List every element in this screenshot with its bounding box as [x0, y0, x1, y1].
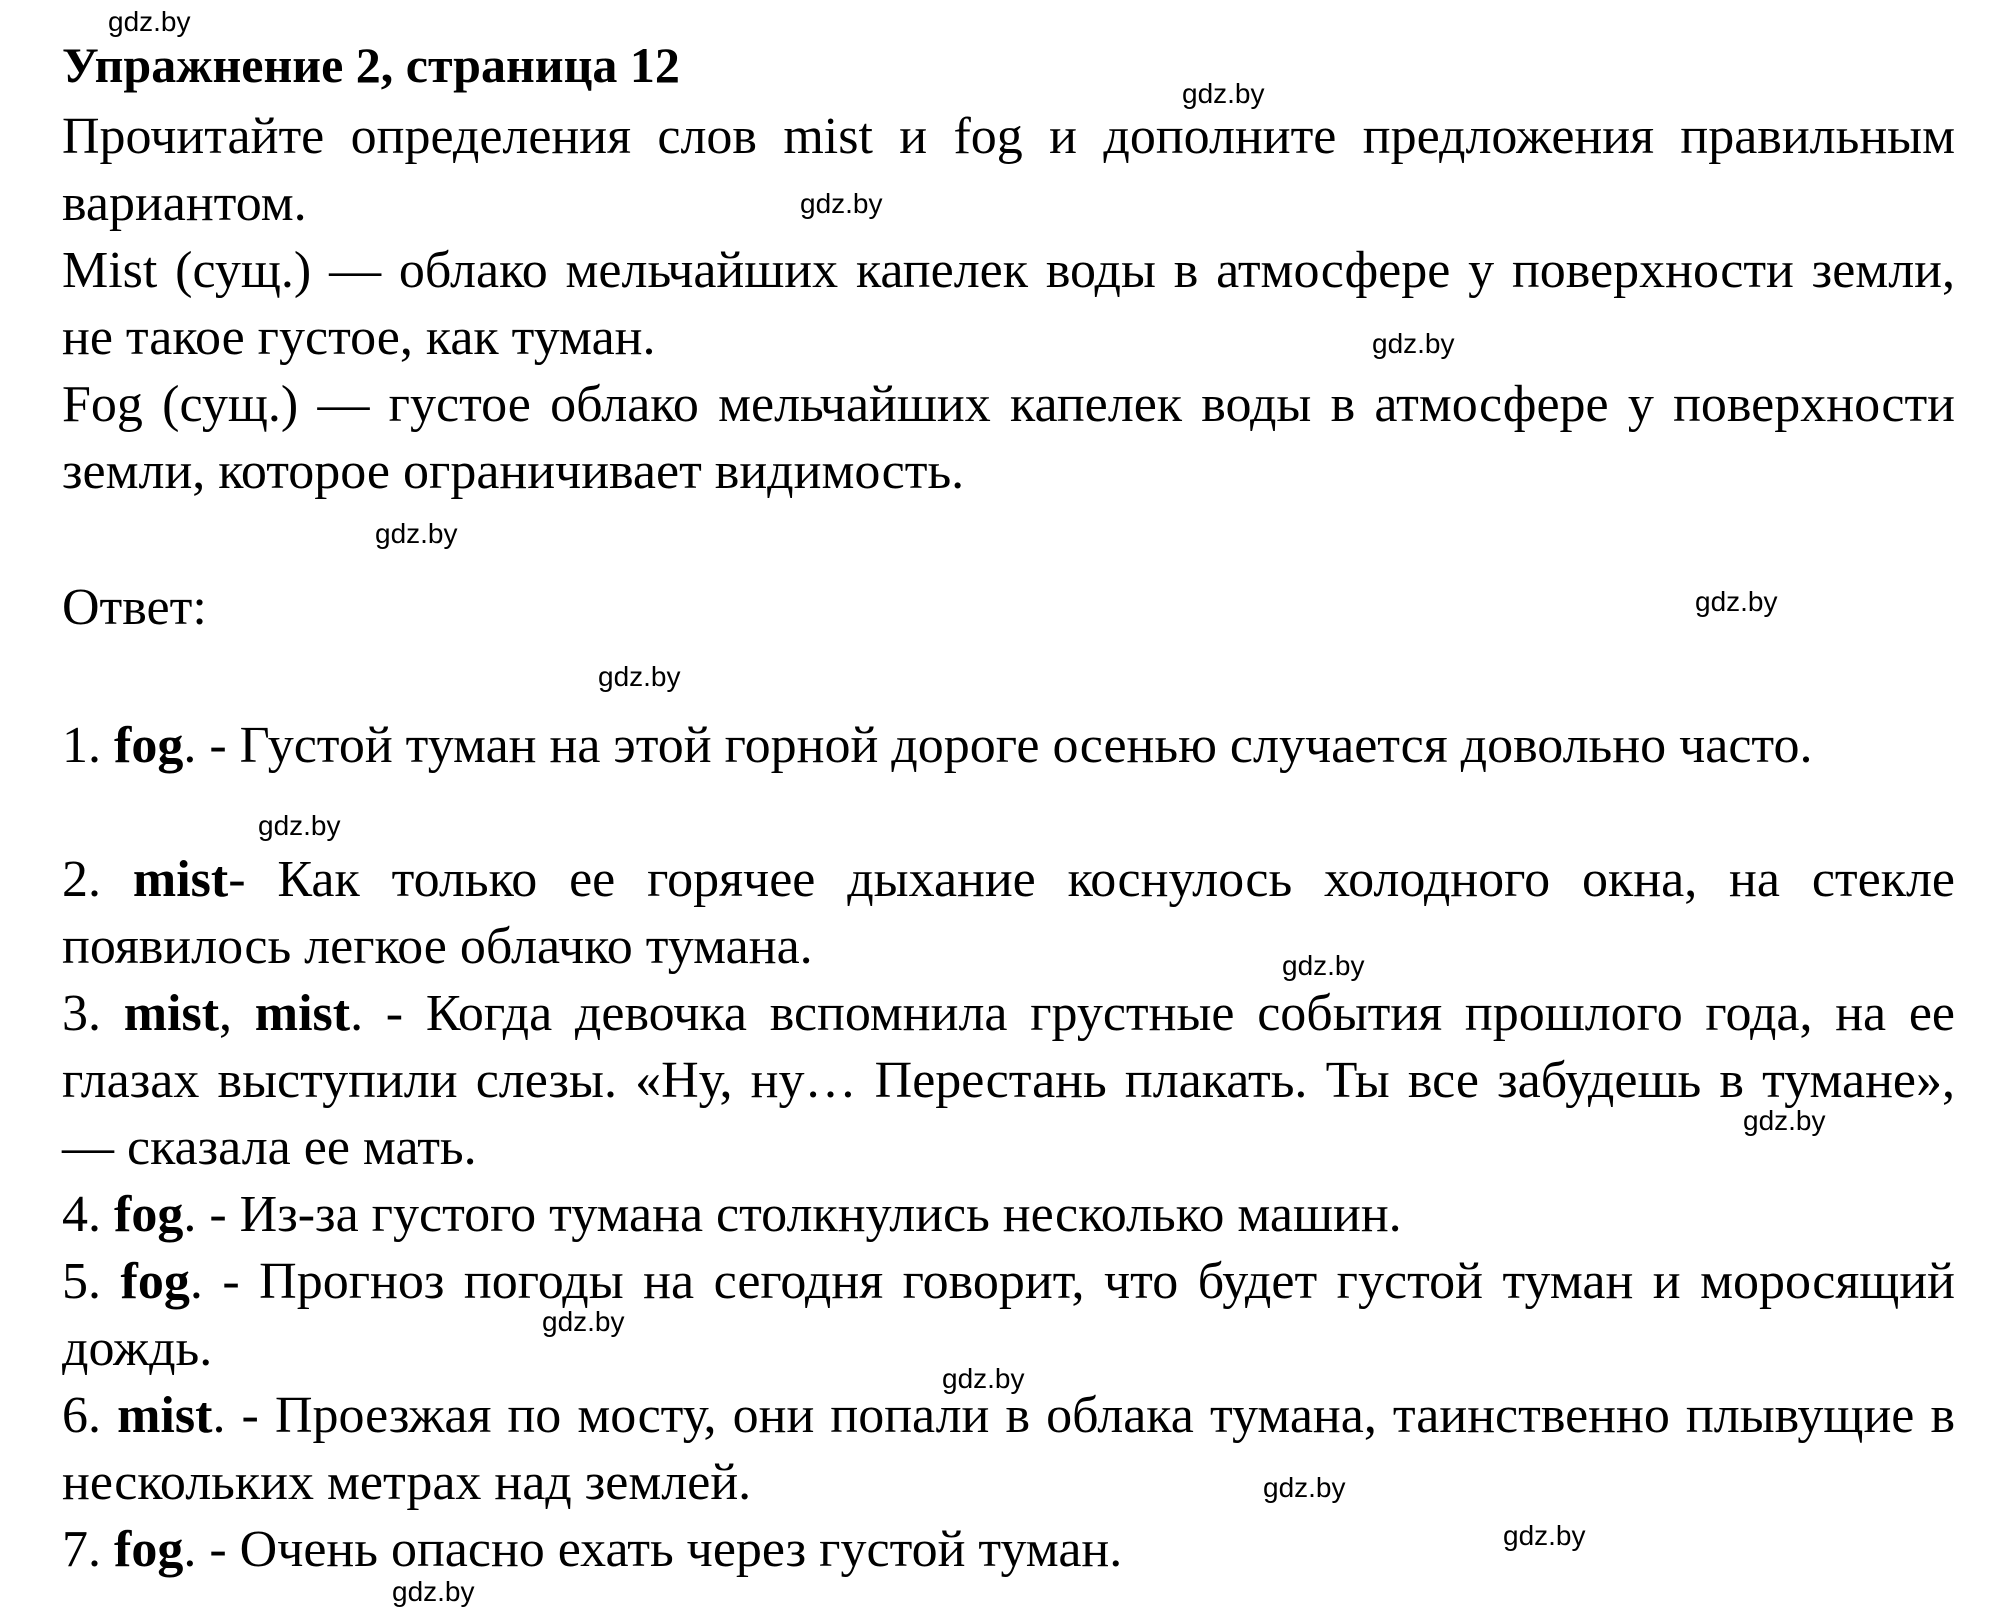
answer-text: . - Из-за густого тумана столкнулись несколько машин.: [183, 1186, 1402, 1243]
definition-text: Fog (сущ.) — густое облако мельчайших капелек воды в атмосфере у поверхности земли, которое ограничивает видимость.: [62, 376, 1955, 500]
answer-text: . - Густой туман на этой горной дороге осенью случается довольно часто.: [183, 717, 1813, 774]
watermark: gdz.by: [1743, 1105, 1826, 1136]
answer-number: 5.: [62, 1253, 101, 1310]
answer-item: [62, 1181, 1955, 1248]
answer-item: [62, 1248, 1955, 1382]
watermark: gdz.by: [942, 1363, 1025, 1394]
answer-number: 2.: [62, 851, 101, 908]
answer-item: [62, 980, 1955, 1181]
watermark: gdz.by: [1503, 1520, 1586, 1551]
answer-word: fog: [120, 1253, 190, 1310]
answer-text: - Как только ее горячее дыхание коснулось холодного окна, на стекле появилось легкое облачко тумана.: [62, 851, 1956, 975]
answer-word: fog: [114, 1186, 184, 1243]
watermark: gdz.by: [1695, 586, 1778, 617]
answer-item: [62, 1516, 1955, 1583]
watermark: gdz.by: [108, 6, 191, 37]
answer-word: mist: [123, 985, 220, 1042]
watermark: gdz.by: [1263, 1472, 1346, 1503]
answer-separator: ,: [219, 985, 255, 1042]
answer-word: fog: [114, 1521, 184, 1578]
answer-text: . - Прогноз погоды на сегодня говорит, что будет густой туман и моросящий дождь.: [62, 1253, 1956, 1377]
watermark: gdz.by: [598, 661, 681, 692]
answer-number: 7.: [62, 1521, 101, 1578]
watermark: gdz.by: [1372, 328, 1455, 359]
definition-text: Mist (сущ.) — облако мельчайших капелек воды в атмосфере у поверхности земли, не такое густое, как туман.: [62, 242, 1955, 366]
answer-number: 3.: [62, 985, 101, 1042]
watermark: gdz.by: [1282, 950, 1365, 981]
answer-word: mist: [117, 1387, 213, 1444]
instruction-text: Прочитайте определения слов mist и fog и дополните предложения правильным вариантом.: [62, 108, 1955, 232]
answer-text: . - Когда девочка вспомнила грустные события прошлого года, на ее глазах выступили слезы. «Ну, ну… Перестань плакать. Ты все забудешь в тумане», — сказала ее мать.: [62, 985, 1956, 1176]
answer-item: [62, 1382, 1955, 1516]
watermark: gdz.by: [800, 188, 883, 219]
answer-item: [62, 712, 1955, 779]
answer-item: [62, 846, 1955, 980]
answer-word: mist: [132, 851, 229, 908]
watermark: gdz.by: [392, 1576, 475, 1607]
instruction: [62, 103, 1955, 237]
definition-fog: [62, 371, 1955, 505]
watermark: gdz.by: [1182, 78, 1265, 109]
answer-number: 4.: [62, 1186, 101, 1243]
page-title: Упражнение 2, страница 12: [62, 37, 680, 93]
answer-number: 6.: [62, 1387, 101, 1444]
watermark: gdz.by: [375, 518, 458, 549]
answer-number: 1.: [62, 717, 101, 774]
definition-mist: [62, 237, 1955, 371]
answer-word: mist: [254, 985, 351, 1042]
answer-label: Ответ:: [62, 579, 207, 636]
answer-text: . - Проезжая по мосту, они попали в облака тумана, таинственно плывущие в нескольких метрах над землей.: [62, 1387, 1956, 1511]
watermark: gdz.by: [258, 810, 341, 841]
watermark: gdz.by: [542, 1306, 625, 1337]
answer-text: . - Очень опасно ехать через густой туман.: [183, 1521, 1123, 1578]
answer-word: fog: [114, 717, 184, 774]
